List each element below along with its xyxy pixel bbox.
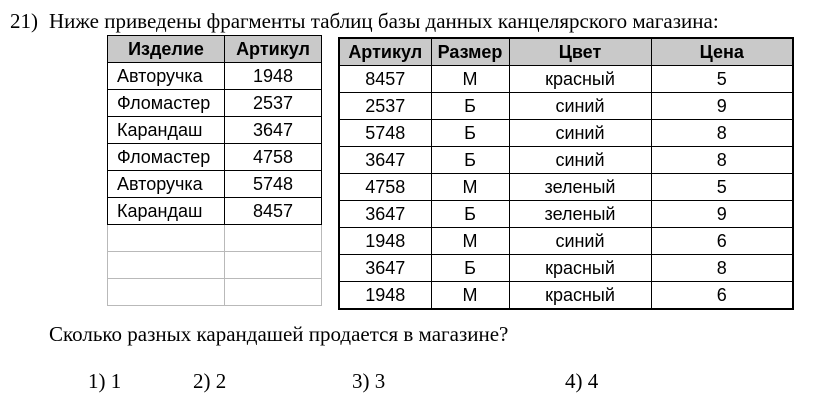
table-row xyxy=(339,147,793,174)
table-row xyxy=(108,198,322,225)
spec-size: М xyxy=(431,66,509,93)
table-row xyxy=(339,201,793,228)
spec-size: Б xyxy=(431,147,509,174)
item-product: Карандаш xyxy=(108,198,225,225)
specs-header-price: Цена xyxy=(651,38,793,66)
spec-article: 4758 xyxy=(339,174,431,201)
table-row xyxy=(108,144,322,171)
item-article: 4758 xyxy=(225,144,322,171)
item-product: Авторучка xyxy=(108,171,225,198)
spec-color: красный xyxy=(509,255,651,282)
empty-cell xyxy=(108,225,225,252)
spec-price: 9 xyxy=(651,201,793,228)
specs-table xyxy=(338,37,794,310)
items-table xyxy=(107,35,322,306)
spec-size: Б xyxy=(431,201,509,228)
empty-row xyxy=(108,252,322,279)
spec-article: 2537 xyxy=(339,93,431,120)
item-product: Авторучка xyxy=(108,63,225,90)
spec-size: Б xyxy=(431,120,509,147)
table-row xyxy=(108,90,322,117)
empty-cell xyxy=(225,279,322,306)
question-number: 21) xyxy=(10,9,38,33)
spec-size: М xyxy=(431,174,509,201)
item-article: 3647 xyxy=(225,117,322,144)
table-row xyxy=(339,174,793,201)
spec-article: 1948 xyxy=(339,228,431,255)
items-header-row xyxy=(108,36,322,63)
table-row xyxy=(108,63,322,90)
empty-cell xyxy=(225,225,322,252)
spec-article: 3647 xyxy=(339,147,431,174)
spec-color: красный xyxy=(509,66,651,93)
empty-cell xyxy=(108,279,225,306)
specs-header-row xyxy=(339,38,793,66)
spec-price: 6 xyxy=(651,282,793,310)
item-product: Карандаш xyxy=(108,117,225,144)
spec-price: 5 xyxy=(651,174,793,201)
answer-option-2: 2) 2 xyxy=(193,369,227,393)
table-row xyxy=(108,171,322,198)
spec-color: синий xyxy=(509,93,651,120)
spec-color: зеленый xyxy=(509,174,651,201)
question-intro: Ниже приведены фрагменты таблиц базы данных канцелярского магазина: xyxy=(49,9,719,33)
spec-color: красный xyxy=(509,282,651,310)
table-row xyxy=(339,93,793,120)
spec-article: 1948 xyxy=(339,282,431,310)
spec-color: синий xyxy=(509,228,651,255)
specs-header-color: Цвет xyxy=(509,38,651,66)
table-row xyxy=(339,120,793,147)
table-row xyxy=(108,117,322,144)
spec-color: зеленый xyxy=(509,201,651,228)
item-article: 1948 xyxy=(225,63,322,90)
item-product: Фломастер xyxy=(108,144,225,171)
spec-price: 9 xyxy=(651,93,793,120)
answer-option-3: 3) 3 xyxy=(352,369,386,393)
table-row xyxy=(339,255,793,282)
spec-article: 5748 xyxy=(339,120,431,147)
specs-header-size: Размер xyxy=(431,38,509,66)
spec-price: 8 xyxy=(651,255,793,282)
items-header-article: Артикул xyxy=(225,36,322,63)
question-text: Сколько разных карандашей продается в магазине? xyxy=(49,322,509,346)
empty-cell xyxy=(225,252,322,279)
item-article: 2537 xyxy=(225,90,322,117)
spec-size: М xyxy=(431,228,509,255)
spec-article: 3647 xyxy=(339,201,431,228)
spec-article: 8457 xyxy=(339,66,431,93)
item-article: 8457 xyxy=(225,198,322,225)
empty-row xyxy=(108,225,322,252)
spec-size: Б xyxy=(431,93,509,120)
spec-color: синий xyxy=(509,147,651,174)
items-header-product: Изделие xyxy=(108,36,225,63)
spec-color: синий xyxy=(509,120,651,147)
spec-article: 3647 xyxy=(339,255,431,282)
table-row xyxy=(339,228,793,255)
spec-price: 6 xyxy=(651,228,793,255)
spec-size: Б xyxy=(431,255,509,282)
empty-row xyxy=(108,279,322,306)
table-row xyxy=(339,282,793,310)
answer-option-1: 1) 1 xyxy=(88,369,122,393)
spec-price: 5 xyxy=(651,66,793,93)
item-article: 5748 xyxy=(225,171,322,198)
spec-price: 8 xyxy=(651,120,793,147)
answer-option-4: 4) 4 xyxy=(565,369,599,393)
specs-header-article: Артикул xyxy=(339,38,431,66)
empty-cell xyxy=(108,252,225,279)
item-product: Фломастер xyxy=(108,90,225,117)
table-row xyxy=(339,66,793,93)
spec-price: 8 xyxy=(651,147,793,174)
spec-size: М xyxy=(431,282,509,310)
